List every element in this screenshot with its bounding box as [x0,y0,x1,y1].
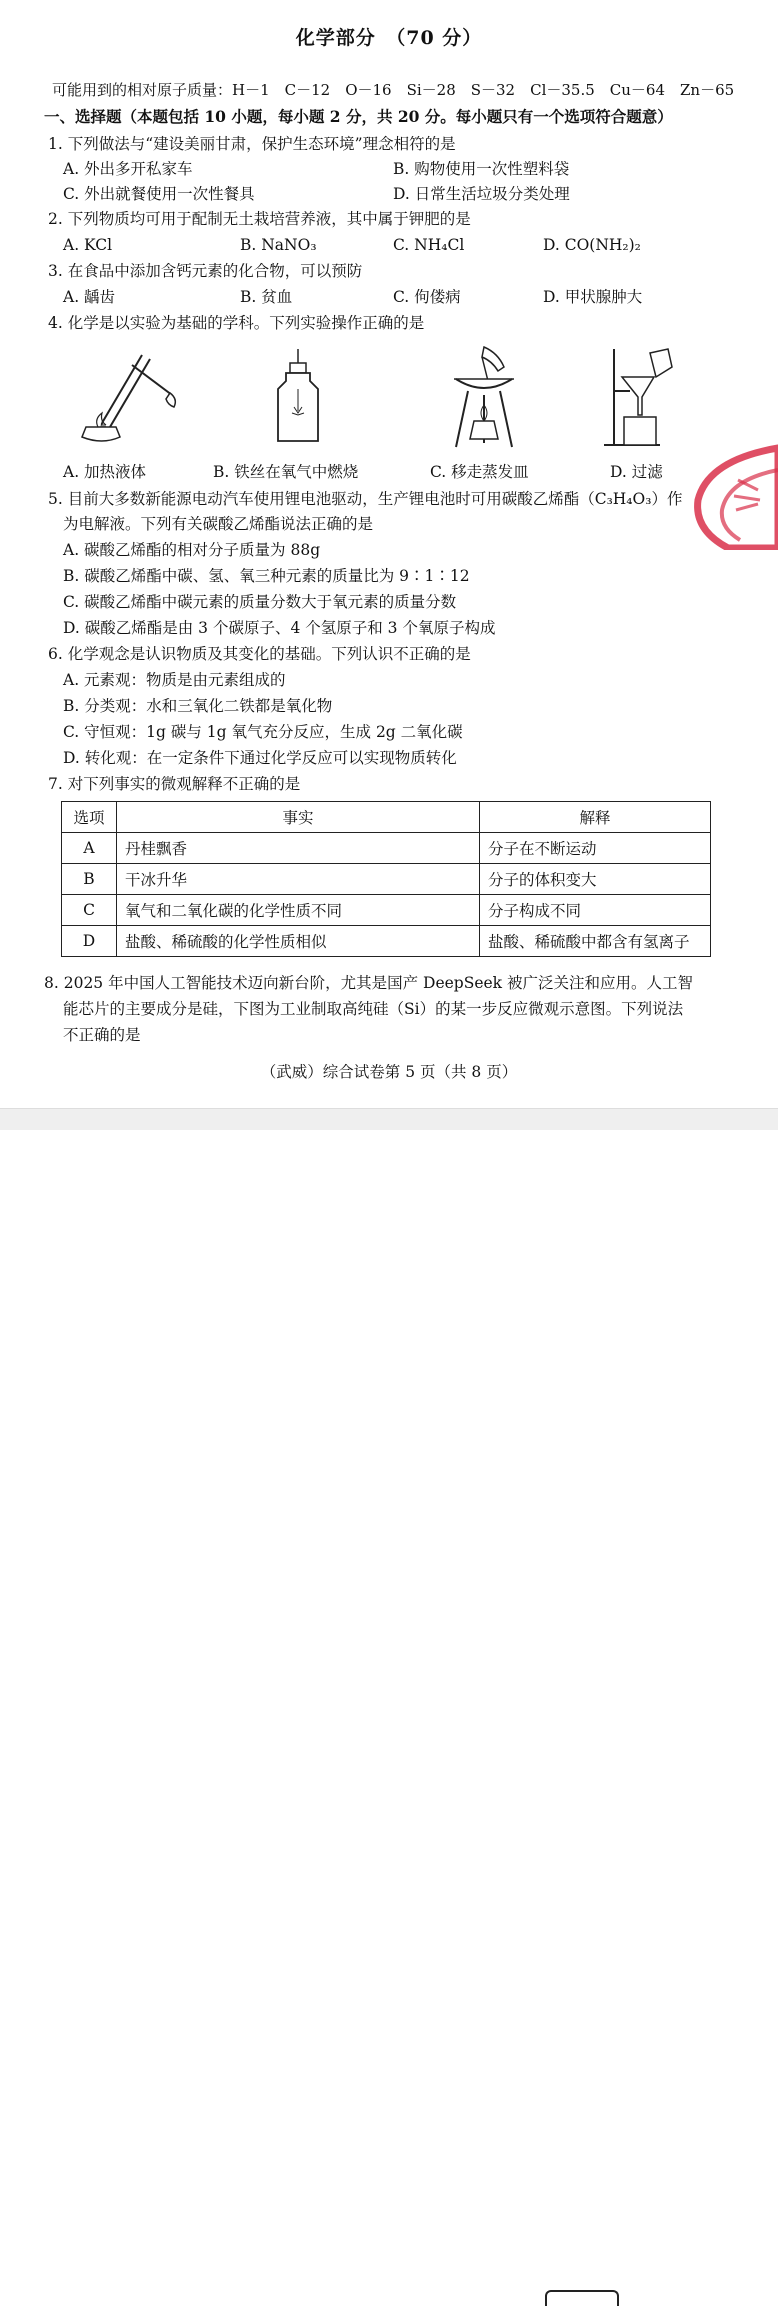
header-option: 选项 [62,802,117,833]
q6-option-a: A. 元素观：物质是由元素组成的 [63,671,286,689]
question-3-stem: 3. 在食品中添加含钙元素的化合物，可以预防 [48,262,363,280]
row-c-fact: 氧气和二氧化碳的化学性质不同 [117,895,480,926]
logo-icon [545,2290,619,2306]
question-8-line-1: 8. 2025 年中国人工智能技术迈向新台阶，尤其是国产 DeepSeek 被广泛关注和应用。人工智 [44,974,693,992]
q1-option-d: D. 日常生活垃圾分类处理 [393,185,570,203]
q1-option-c: C. 外出就餐使用一次性餐具 [63,185,255,203]
q4-option-c: C. 移走蒸发皿 [430,463,529,481]
q4-option-a: A. 加热液体 [63,463,147,481]
question-8-line-3: 不正确的是 [63,1026,141,1044]
row-a-explanation: 分子在不断运动 [480,833,711,864]
heating-liquid-figure [72,345,192,450]
q2-option-d: D. CO(NH₂)₂ [543,236,641,254]
row-c-option: C [62,895,117,926]
q2-option-c: C. NH₄Cl [393,236,465,254]
next-page-area [0,1130,778,1174]
q1-option-b: B. 购物使用一次性塑料袋 [393,160,570,178]
page-footer: （武威）综合试卷第 5 页（共 8 页） [260,1063,518,1081]
q2-option-b: B. NaNO₃ [240,236,317,254]
table-row [62,833,711,864]
explanation-table [61,801,711,957]
q6-option-d: D. 转化观：在一定条件下通过化学反应可以实现物质转化 [63,749,457,767]
table-row [62,926,711,957]
atomic-masses: 可能用到的相对原子质量：H－1 C－12 O－16 Si－28 S－32 Cl－35.5 Cu－64 Zn－65 [52,81,735,99]
row-a-option: A [62,833,117,864]
red-seal-stamp [688,440,778,550]
row-d-option: D [62,926,117,957]
filtration-figure [600,345,680,450]
row-a-fact: 丹桂飘香 [117,833,480,864]
header-explanation: 解释 [480,802,711,833]
q6-option-c: C. 守恒观：1g 碳与 1g 氧气充分反应，生成 2g 二氧化碳 [63,723,463,741]
q3-option-b: B. 贫血 [240,288,293,306]
table-header-row [62,802,711,833]
exam-page [0,0,778,1108]
question-5-stem-cont: 为电解液。下列有关碳酸乙烯酯说法正确的是 [63,515,374,533]
question-5-stem: 5. 目前大多数新能源电动汽车使用锂电池驱动，生产锂电池时可用碳酸乙烯酯（C₃H₄O₃）作 [48,490,683,508]
table-row [62,864,711,895]
question-4-stem: 4. 化学是以实验为基础的学科。下列实验操作正确的是 [48,314,425,332]
q2-option-a: A. KCl [63,236,113,254]
evaporating-dish-figure [448,343,518,453]
q3-option-d: D. 甲状腺肿大 [543,288,643,306]
row-b-option: B [62,864,117,895]
question-2-stem: 2. 下列物质均可用于配制无土栽培营养液，其中属于钾肥的是 [48,210,471,228]
q6-option-b: B. 分类观：水和三氧化二铁都是氧化物 [63,697,333,715]
page-divider-band [0,1108,778,1131]
row-d-explanation: 盐酸、稀硫酸中都含有氢离子 [480,926,711,957]
q5-option-d: D. 碳酸乙烯酯是由 3 个碳原子、4 个氢原子和 3 个氧原子构成 [63,619,496,637]
row-c-explanation: 分子构成不同 [480,895,711,926]
iron-wire-figure [268,345,328,450]
q1-option-a: A. 外出多开私家车 [63,160,193,178]
q3-option-c: C. 佝偻病 [393,288,461,306]
page-title: 化学部分 （70 分） [295,27,483,49]
question-6-stem: 6. 化学观念是认识物质及其变化的基础。下列认识不正确的是 [48,645,471,663]
q5-option-c: C. 碳酸乙烯酯中碳元素的质量分数大于氧元素的质量分数 [63,593,457,611]
q4-option-b: B. 铁丝在氧气中燃烧 [213,463,359,481]
section-heading: 一、选择题（本题包括 10 小题，每小题 2 分，共 20 分。每小题只有一个选项符合题意） [44,107,673,126]
q5-option-a: A. 碳酸乙烯酯的相对分子质量为 88g [63,541,321,559]
row-d-fact: 盐酸、稀硫酸的化学性质相似 [117,926,480,957]
question-7-stem: 7. 对下列事实的微观解释不正确的是 [48,775,301,793]
table-row [62,895,711,926]
question-8-line-2: 能芯片的主要成分是硅，下图为工业制取高纯硅（Si）的某一步反应微观示意图。下列说法 [63,1000,684,1018]
row-b-fact: 干冰升华 [117,864,480,895]
question-1-stem: 1. 下列做法与“建设美丽甘肃，保护生态环境”理念相符的是 [48,135,456,153]
q5-option-b: B. 碳酸乙烯酯中碳、氢、氧三种元素的质量比为 9∶1∶12 [63,567,470,585]
q4-option-d: D. 过滤 [610,463,663,481]
header-fact: 事实 [117,802,480,833]
row-b-explanation: 分子的体积变大 [480,864,711,895]
q3-option-a: A. 龋齿 [63,288,116,306]
